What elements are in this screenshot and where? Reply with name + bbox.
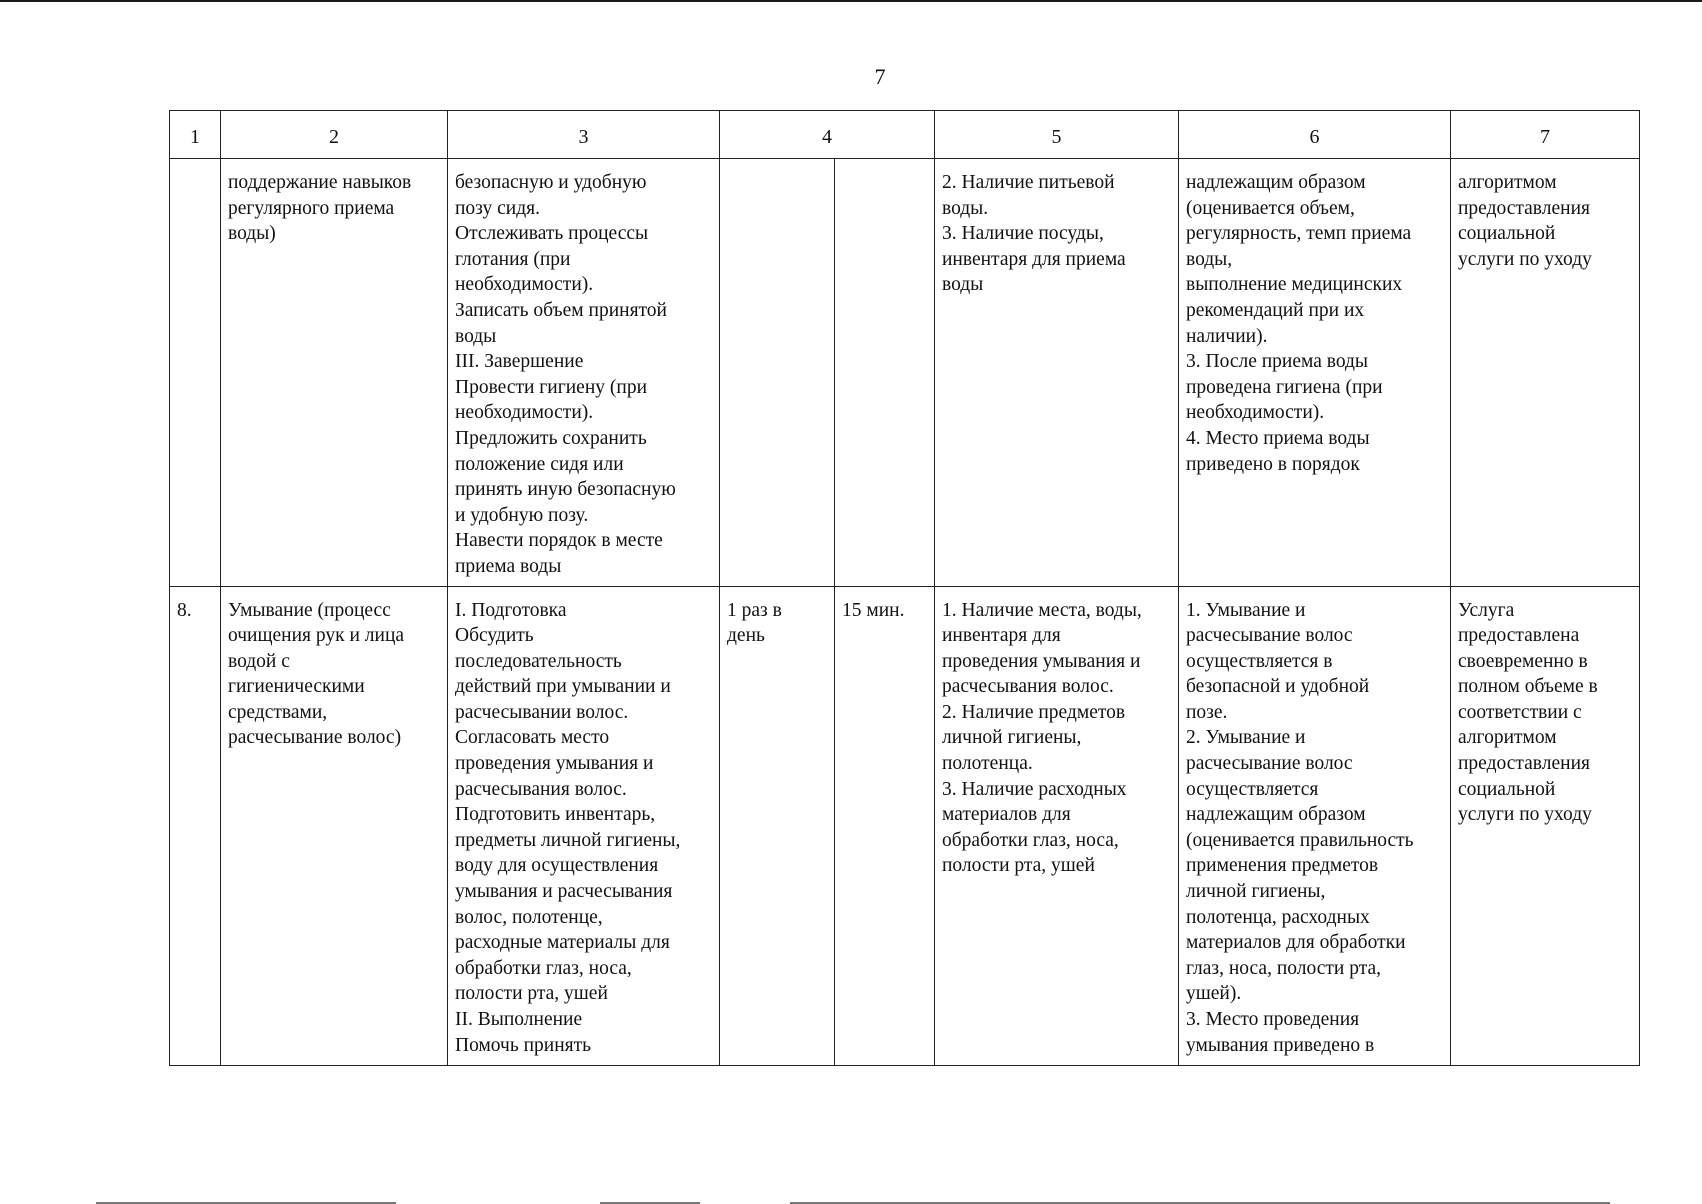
column-number-5: 5 <box>935 111 1179 159</box>
services-table <box>169 110 1640 1066</box>
frequency-cell: 1 раз в день <box>720 586 835 1065</box>
conditions-cell: 1. Наличие места, воды, инвентаря для проведения умывания и расчесывания волос. 2. Наличие предметов личной гигиены, полотенца. 3. Наличие расходных материалов для обработки глаз, носа, полости рта, ушей <box>935 586 1179 1065</box>
service-name-cell: поддержание навыков регулярного приема воды) <box>221 159 448 587</box>
result-assessment-cell: алгоритмом предоставления социальной услуги по уходу <box>1451 159 1640 587</box>
column-number-row <box>170 111 1640 159</box>
column-number-1: 1 <box>170 111 221 159</box>
quality-indicators-cell: 1. Умывание и расчесывание волос осуществляется в безопасной и удобной позе. 2. Умывание и расчесывание волос осуществляется надлежащим образом (оценивается правильность применения предметов личной гигиены, полотенца, расходных материалов для обработки глаз, носа, полости рта, ушей). 3. Место проведения умывания приведено в <box>1179 586 1451 1065</box>
duration-cell: 15 мин. <box>835 586 935 1065</box>
quality-indicators-cell: надлежащим образом (оценивается объем, регулярность, темп приема воды, выполнение медицинских рекомендаций при их наличии). 3. После приема воды проведена гигиена (при необходимости). 4. Место приема воды приведено в порядок <box>1179 159 1451 587</box>
result-assessment-cell: Услуга предоставлена своевременно в полном объеме в соответствии с алгоритмом предоставления социальной услуги по уходу <box>1451 586 1640 1065</box>
actions-cell: I. Подготовка Обсудить последовательность действий при умывании и расчесывании волос. Согласовать место проведения умывания и расчесывания волос. Подготовить инвентарь, предметы личной гигиены, воду для осуществления умывания и расчесывания волос, полотенце, расходные материалы для обработки глаз, носа, полости рта, ушей II. Выполнение Помочь принять <box>448 586 720 1065</box>
column-number-3: 3 <box>448 111 720 159</box>
column-number-7: 7 <box>1451 111 1640 159</box>
page-number: 7 <box>874 64 886 89</box>
row-number-cell: 8. <box>170 586 221 1065</box>
conditions-cell: 2. Наличие питьевой воды. 3. Наличие посуды, инвентаря для приема воды <box>935 159 1179 587</box>
page-top-edge <box>0 0 1702 2</box>
column-number-4: 4 <box>720 111 935 159</box>
row-number-cell <box>170 159 221 587</box>
table-row <box>170 159 1640 587</box>
service-name-cell: Умывание (процесс очищения рук и лица водой с гигиеническими средствами, расчесывание волос) <box>221 586 448 1065</box>
duration-cell <box>835 159 935 587</box>
column-number-2: 2 <box>221 111 448 159</box>
column-number-6: 6 <box>1179 111 1451 159</box>
frequency-cell <box>720 159 835 587</box>
table-row <box>170 586 1640 1065</box>
actions-cell: безопасную и удобную позу сидя. Отслеживать процессы глотания (при необходимости). Записать объем принятой воды III. Завершение Провести гигиену (при необходимости). Предложить сохранить положение сидя или принять иную безопасную и удобную позу. Навести порядок в месте приема воды <box>448 159 720 587</box>
